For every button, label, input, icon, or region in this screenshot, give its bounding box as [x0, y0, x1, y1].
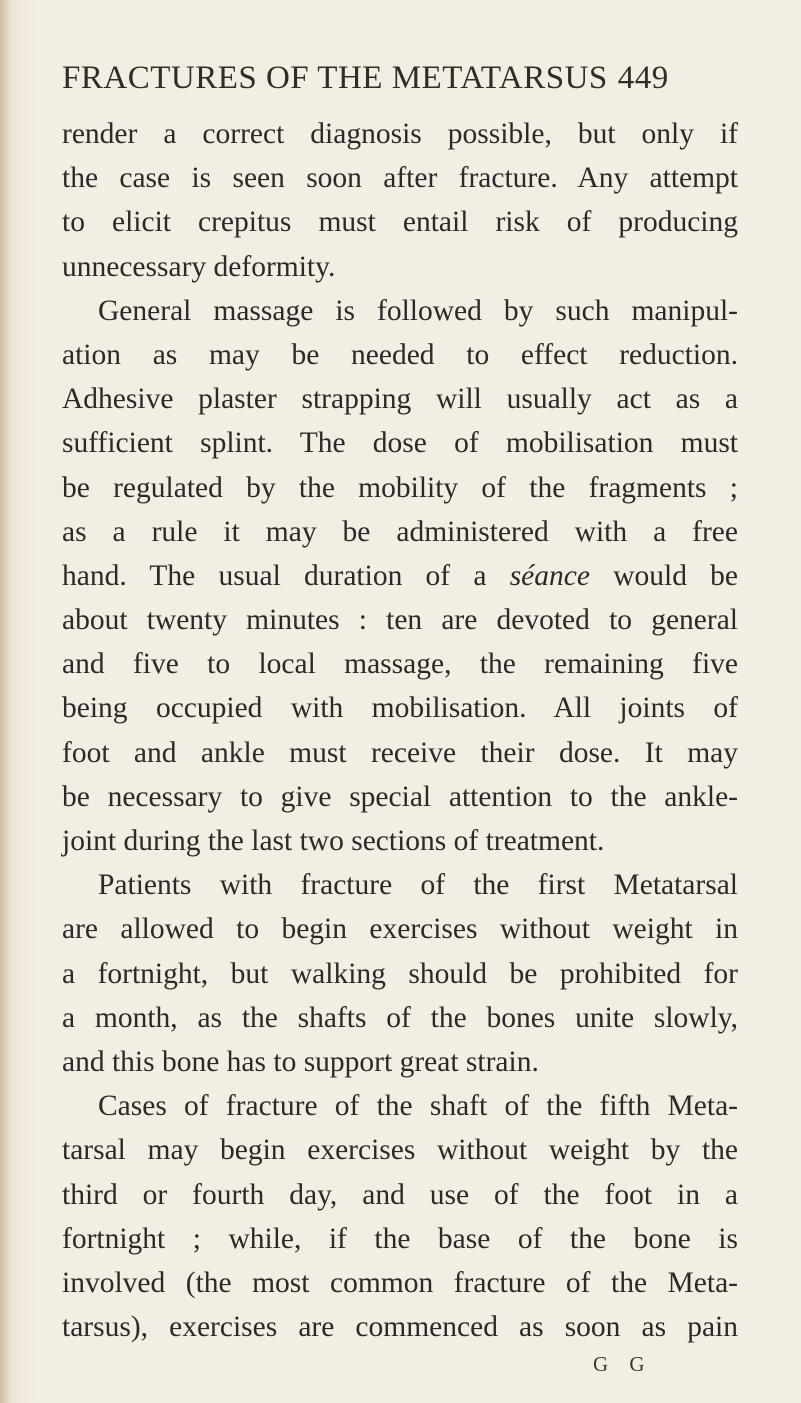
- text-line: and this bone has to support great strain.: [62, 1045, 539, 1078]
- text-line: General massage is followed by such manipul-: [98, 294, 738, 327]
- signature-mark: G G: [593, 1352, 653, 1376]
- text-line: unnecessary deformity.: [62, 250, 336, 283]
- text-fragment: hand. The usual duration of a: [62, 559, 487, 592]
- text-line: Patients with fracture of the first Metatarsal: [98, 869, 738, 902]
- text-line: joint during the last two sections of treatment.: [62, 825, 605, 857]
- text-line: third or fourth day, and use of the foot in a: [62, 1178, 738, 1211]
- text-line: involved (the most common fracture of the Meta-: [62, 1266, 738, 1299]
- chapter-title: FRACTURES OF THE METATARSUS: [62, 60, 608, 96]
- text-line: foot and ankle must receive their dose. It may: [62, 736, 738, 769]
- text-line: the case is seen soon after fracture. Any attempt: [62, 162, 738, 195]
- text-line: Adhesive plaster strapping will usually act as a: [62, 383, 738, 416]
- text-line: as a rule it may be administered with a free: [62, 515, 738, 548]
- text-line: sufficient splint. The dose of mobilisation must: [62, 427, 738, 460]
- text-line: a month, as the shafts of the bones unite slowly,: [62, 1001, 738, 1034]
- text-line: being occupied with mobilisation. All joints of: [62, 692, 738, 725]
- text-line: be regulated by the mobility of the fragments ;: [62, 471, 738, 504]
- page-edge-shadow: [0, 0, 10, 1403]
- text-line: about twenty minutes : ten are devoted to general: [62, 604, 738, 637]
- text-fragment: would be: [613, 559, 739, 592]
- text-line: Cases of fracture of the shaft of the fifth Meta-: [98, 1090, 738, 1123]
- text-line: tarsal may begin exercises without weight by the: [62, 1134, 738, 1167]
- text-line: a fortnight, but walking should be prohibited for: [62, 957, 738, 990]
- text-line: fortnight ; while, if the base of the bone is: [62, 1222, 738, 1255]
- text-line: and five to local massage, the remaining five: [62, 648, 738, 681]
- page-number: 449: [617, 60, 669, 96]
- text-line: tarsus), exercises are commenced as soon as pain: [62, 1311, 738, 1344]
- text-line: to elicit crepitus must entail risk of producing: [62, 206, 738, 239]
- body-text: [62, 112, 738, 1349]
- text-line-seance: [62, 554, 738, 598]
- text-line: be necessary to give special attention to the ankle-: [62, 780, 738, 813]
- text-line: are allowed to begin exercises without weight in: [62, 913, 738, 946]
- italic-word: séance: [509, 559, 590, 592]
- text-line: ation as may be needed to effect reduction.: [62, 338, 738, 371]
- running-head: [62, 60, 722, 97]
- text-line: render a correct diagnosis possible, but only if: [62, 118, 738, 150]
